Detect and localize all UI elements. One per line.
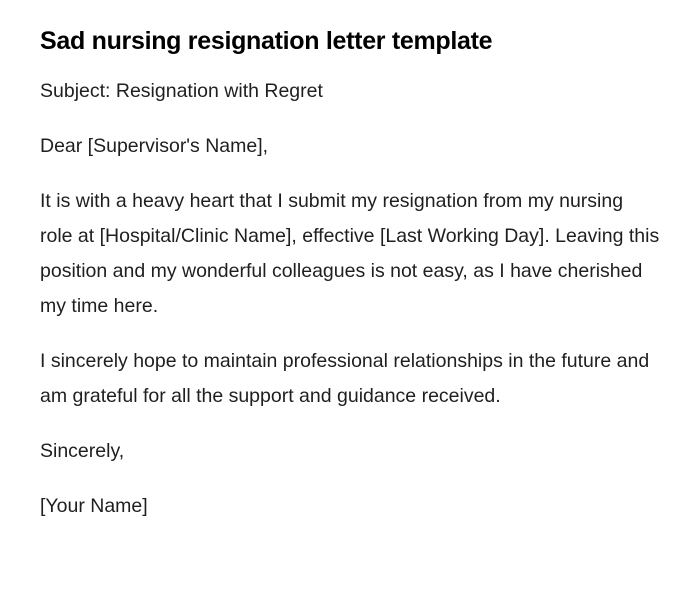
- letter-signature: [Your Name]: [40, 495, 148, 517]
- letter-closing: Sincerely,: [40, 440, 125, 462]
- letter-body-paragraph-2: I sincerely hope to maintain professional relationships in the future and am grateful for all the support and guidance received.: [40, 350, 650, 407]
- letter-subject: Subject: Resignation with Regret: [40, 80, 323, 102]
- letter-body-paragraph-1: It is with a heavy heart that I submit my resignation from my nursing role at [Hospital/Clinic Name], effective [Last Working Day]. Leaving this position and my wonderful colleagues is not easy, as I have cherished my time here.: [40, 190, 660, 317]
- letter-document: [40, 24, 660, 544]
- letter-salutation: Dear [Supervisor's Name],: [40, 135, 269, 157]
- page-title: Sad nursing resignation letter template: [40, 27, 493, 55]
